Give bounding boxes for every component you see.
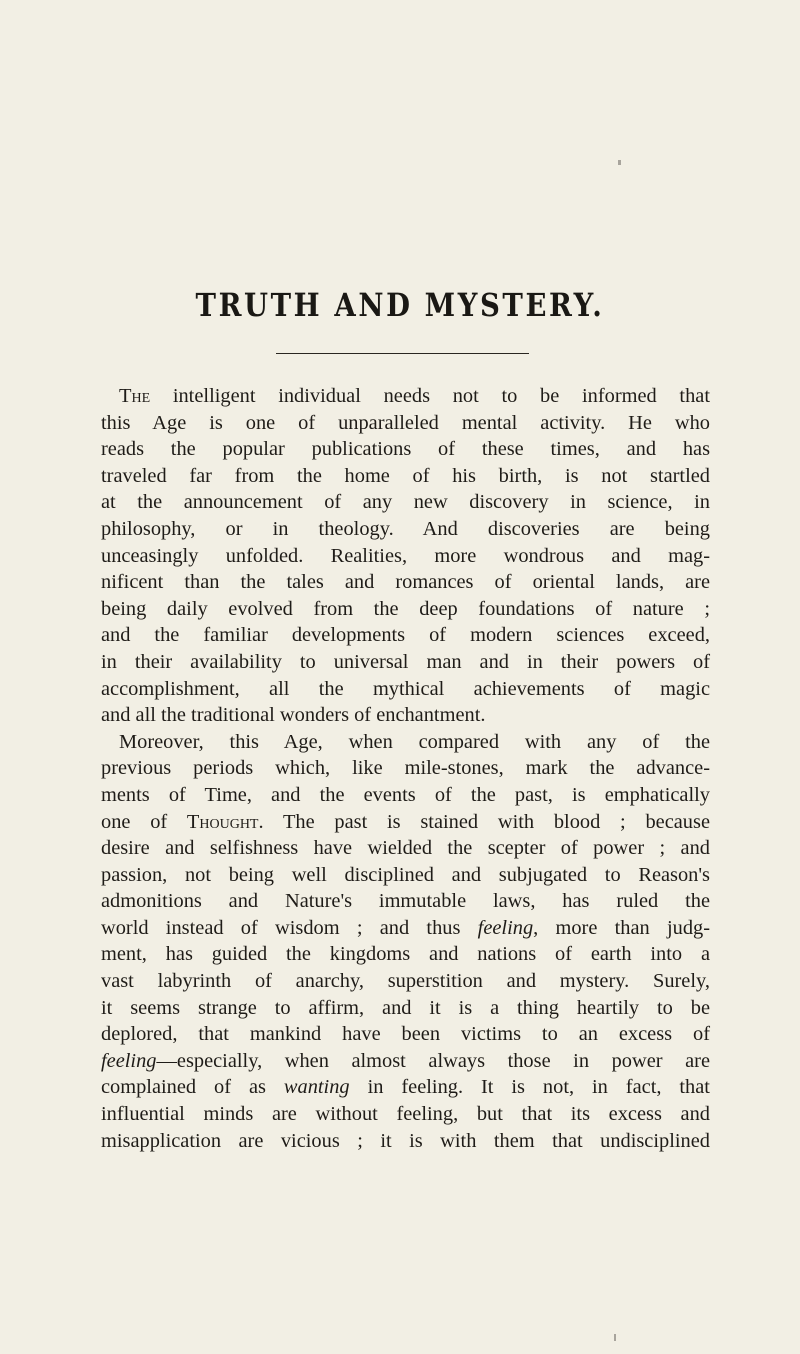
text-span: in feeling. It is not, in fact, that (367, 1076, 710, 1099)
text-line: desire and selfishness have wielded the scepter of power ; and (101, 837, 710, 860)
text-line: influential minds are without feeling, but that its excess and (101, 1103, 710, 1126)
text-span: complained of as (101, 1076, 266, 1099)
text-line: in their availability to universal man and in their powers of (101, 650, 710, 673)
print-speck (614, 1334, 616, 1341)
text-line: ments of Time, and the events of the past, is emphatically (101, 783, 710, 806)
chapter-title: TRUTH AND MYSTERY. (195, 286, 605, 324)
text-line: admonitions and Nature's immutable laws, has ruled the (101, 890, 710, 913)
print-speck (618, 160, 621, 165)
text-span: . The past is stained with blood ; because (258, 810, 710, 833)
text-line: deplored, that mankind have been victims to an excess of (101, 1023, 710, 1046)
body-text (101, 383, 710, 1154)
text-line: traveled far from the home of his birth, is not startled (101, 464, 710, 487)
text-line (101, 809, 710, 836)
text-line: unceasingly unfolded. Realities, more wondrous and mag- (101, 544, 710, 567)
text-line: Moreover, this Age, when compared with any of the (119, 730, 710, 753)
text-span: —especially, when almost always those in power are (156, 1049, 710, 1072)
text-line-last: and all the traditional wonders of enchantment. (101, 704, 486, 727)
drop-word: The (119, 385, 151, 407)
text-span: intelligent individual needs not to be informed that (150, 385, 710, 407)
text-line (101, 1048, 710, 1075)
text-span: world instead of wisdom ; and thus (101, 916, 461, 939)
text-line: previous periods which, like mile-stones, mark the advance- (101, 757, 710, 780)
text-line: vast labyrinth of anarchy, superstition and mystery. Surely, (101, 970, 710, 993)
text-line (101, 383, 710, 410)
italic-word: feeling (477, 916, 534, 939)
title-rule (276, 353, 529, 354)
text-line (101, 1074, 710, 1101)
text-line: passion, not being well disciplined and subjugated to Reason's (101, 863, 710, 886)
text-line: it seems strange to affirm, and it is a thing heartily to be (101, 996, 710, 1019)
text-line: accomplishment, all the mythical achievements of magic (101, 677, 710, 700)
text-line: and the familiar developments of modern sciences exceed, (101, 624, 710, 647)
small-caps-word: Thought (186, 810, 259, 833)
text-line: ment, has guided the kingdoms and nations of earth into a (101, 943, 710, 966)
text-line: misapplication are vicious ; it is with them that undisciplined (101, 1129, 710, 1152)
text-line: this Age is one of unparalleled mental activity. He who (101, 411, 710, 434)
text-line (101, 915, 710, 942)
text-span: one of (101, 810, 187, 833)
text-line: nificent than the tales and romances of oriental lands, are (101, 571, 710, 594)
text-span: , more than judg- (533, 916, 711, 939)
italic-word: wanting (283, 1076, 350, 1099)
text-line: philosophy, or in theology. And discoveries are being (101, 517, 710, 540)
text-line: reads the popular publications of these times, and has (101, 438, 710, 461)
text-line: at the announcement of any new discovery in science, in (101, 491, 710, 514)
text-line: being daily evolved from the deep foundations of nature ; (101, 597, 710, 620)
italic-word: feeling (101, 1049, 157, 1072)
